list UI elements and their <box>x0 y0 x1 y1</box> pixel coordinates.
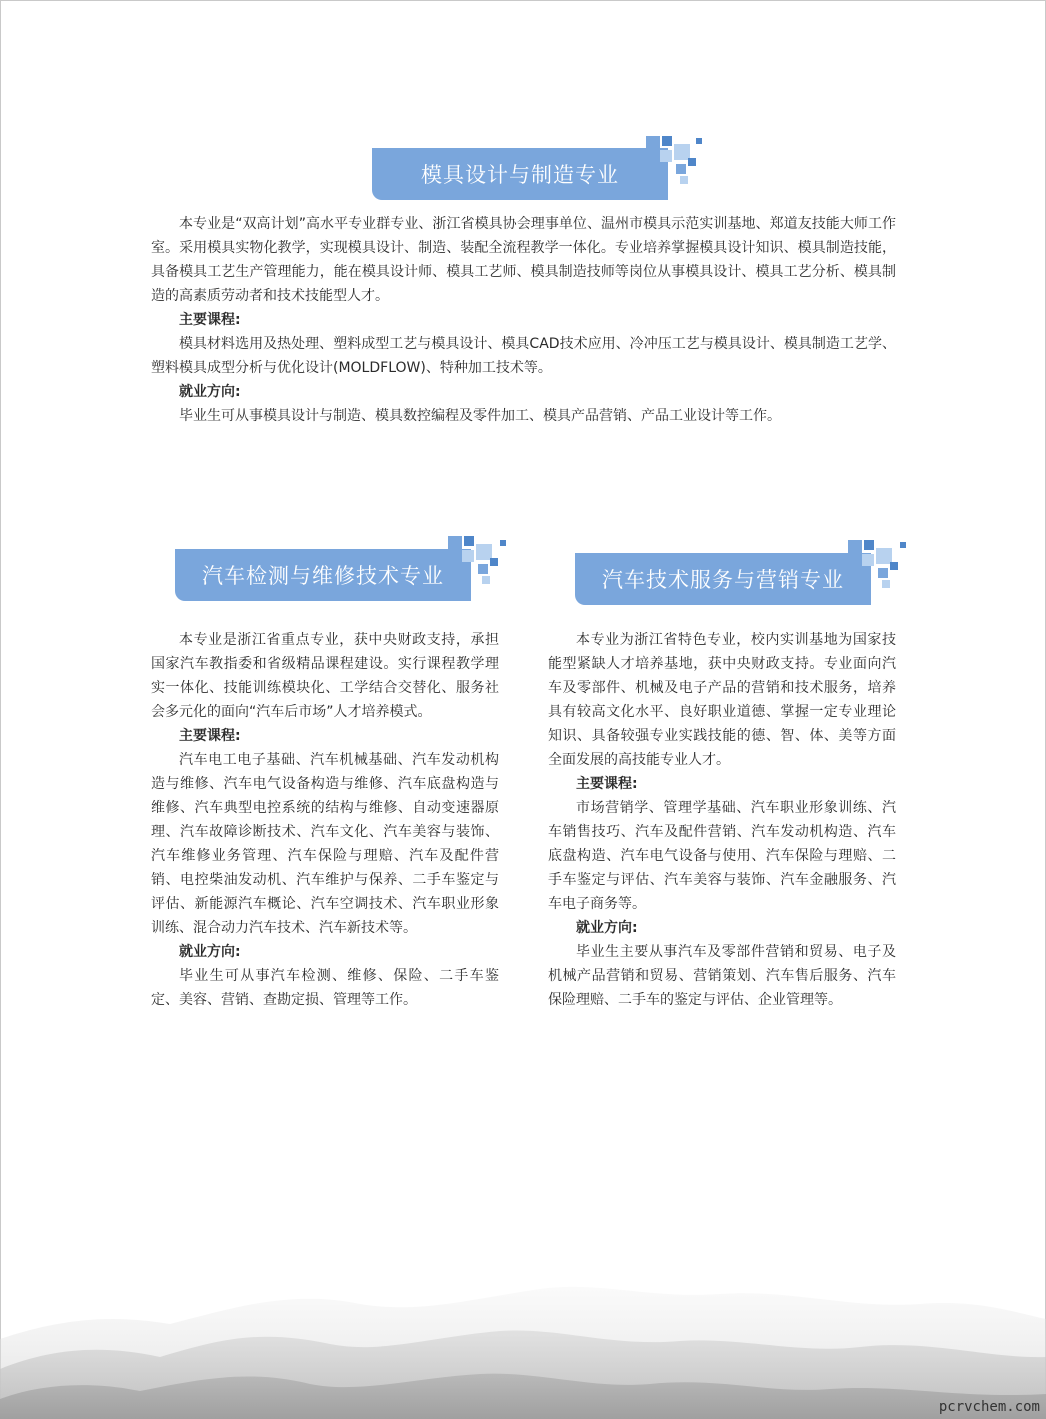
careers-paragraph: 毕业生主要从事汽车及零部件营销和贸易、电子及机械产品营销和贸易、营销策划、汽车售后服务、汽车保险理赔、二手车的鉴定与评估、企业管理等。 <box>548 944 896 1008</box>
section-body-auto-repair <box>151 628 499 1012</box>
careers-paragraph: 毕业生可从事模具设计与制造、模具数控编程及零件加工、模具产品营销、产品工业设计等工作。 <box>179 408 781 424</box>
courses-label: 主要课程: <box>576 776 638 792</box>
pixel-squares-icon <box>440 532 510 588</box>
pixel-squares-icon <box>638 132 708 188</box>
section-title: 汽车检测与维修技术专业 <box>202 564 444 588</box>
courses-label: 主要课程: <box>179 312 241 328</box>
section-body-mold <box>151 212 896 428</box>
intro-paragraph: 本专业是“双高计划”高水平专业群专业、浙江省模具协会理事单位、温州市模具示范实训基地、郑道友技能大师工作室。采用模具实物化教学，实现模具设计、制造、装配全流程教学一体化。专业培养掌握模具设计知识、模具制造技能，具备模具工艺生产管理能力，能在模具设计师、模具工艺师、模具制造技师等岗位从事模具设计、模具工艺分析、模具制造的高素质劳动者和技术技能型人才。 <box>151 216 896 304</box>
mountain-landscape-illustration <box>0 1219 1046 1419</box>
intro-paragraph: 本专业是浙江省重点专业，获中央财政支持，承担国家汽车教指委和省级精品课程建设。实行课程教学理实一体化、技能训练模块化、工学结合交替化、服务社会多元化的面向“汽车后市场”人才培养模式。 <box>151 632 499 720</box>
section-title: 汽车技术服务与营销专业 <box>602 568 844 592</box>
careers-label: 就业方向: <box>179 944 241 960</box>
careers-label: 就业方向: <box>576 920 638 936</box>
pixel-squares-icon <box>840 536 910 592</box>
courses-label: 主要课程: <box>179 728 241 744</box>
careers-label: 就业方向: <box>179 384 241 400</box>
courses-paragraph: 市场营销学、管理学基础、汽车职业形象训练、汽车销售技巧、汽车及配件营销、汽车发动机构造、汽车底盘构造、汽车电气设备与使用、汽车保险与理赔、二手车鉴定与评估、汽车美容与装饰、汽车金融服务、汽车电子商务等。 <box>548 800 896 912</box>
section-title-banner <box>175 549 471 601</box>
section-title-banner <box>372 148 668 200</box>
courses-paragraph: 汽车电工电子基础、汽车机械基础、汽车发动机构造与维修、汽车电气设备构造与维修、汽车底盘构造与维修、汽车典型电控系统的结构与维修、自动变速器原理、汽车故障诊断技术、汽车文化、汽车美容与装饰、汽车维修业务管理、汽车保险与理赔、汽车及配件营销、电控柴油发动机、汽车维护与保养、二手车鉴定与评估、新能源汽车概论、汽车空调技术、汽车职业形象训练、混合动力汽车技术、汽车新技术等。 <box>151 752 499 936</box>
section-title: 模具设计与制造专业 <box>421 163 619 187</box>
section-body-auto-marketing <box>548 628 896 1012</box>
section-title-banner <box>575 553 871 605</box>
courses-paragraph: 模具材料选用及热处理、塑料成型工艺与模具设计、模具CAD技术应用、冷冲压工艺与模具设计、模具制造工艺学、塑料模具成型分析与优化设计(MOLDFLOW)、特种加工技术等。 <box>151 336 896 376</box>
careers-paragraph: 毕业生可从事汽车检测、维修、保险、二手车鉴定、美容、营销、查勘定损、管理等工作。 <box>151 968 499 1008</box>
intro-paragraph: 本专业为浙江省特色专业，校内实训基地为国家技能型紧缺人才培养基地，获中央财政支持。专业面向汽车及零部件、机械及电子产品的营销和技术服务，培养具有较高文化水平、良好职业道德、掌握一定专业理论知识、具备较强专业实践技能的德、智、体、美等方面全面发展的高技能专业人才。 <box>548 632 896 768</box>
site-watermark: pcrvchem.com <box>938 1399 1040 1415</box>
